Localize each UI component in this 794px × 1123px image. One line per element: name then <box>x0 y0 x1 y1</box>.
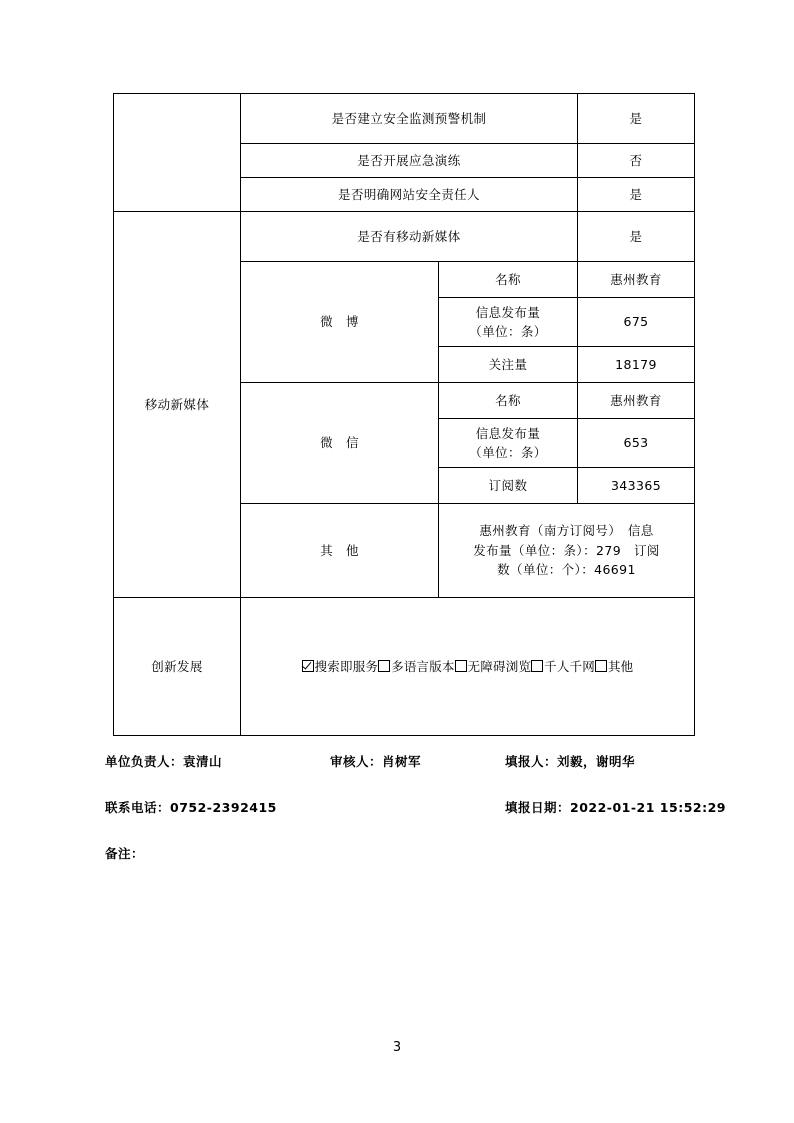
checkbox-item-other[interactable] <box>595 657 633 677</box>
checkbox-icon[interactable] <box>378 660 390 672</box>
innovation-options-cell <box>241 598 695 736</box>
remark-field: 备注： <box>105 846 145 861</box>
checkbox-label: 多语言版本 <box>391 659 455 675</box>
other-detail-cell <box>439 504 695 598</box>
weixin-name-cell: 微 信 <box>241 383 439 504</box>
checkbox-label: 无障碍浏览 <box>467 659 532 675</box>
weibo-name-cell: 微 博 <box>241 262 439 383</box>
checkbox-icon[interactable] <box>531 660 543 672</box>
weixin-value-1: 653 <box>578 419 695 468</box>
checkbox-icon[interactable] <box>455 660 467 672</box>
media-category-cell: 移动新媒体 <box>114 212 241 598</box>
checkbox-icon[interactable] <box>595 660 607 672</box>
security-label-0: 是否建立安全监测预警机制 <box>241 94 578 144</box>
checkbox-item-accessibility[interactable] <box>455 657 532 677</box>
other-text-line1: 惠州教育（南方订阅号） 信息 <box>479 523 654 539</box>
page-number: 3 <box>392 1040 402 1055</box>
innovation-category-cell: 创新发展 <box>114 598 241 736</box>
annual-report-table <box>113 93 695 736</box>
weixin-label-2: 订阅数 <box>439 468 578 504</box>
innovation-checkbox-group <box>302 656 634 677</box>
reporter-field: 填报人：刘毅，谢明华 <box>505 754 636 769</box>
weixin-label-1-line2: （单位：条） <box>469 445 547 460</box>
weixin-value-2: 343365 <box>578 468 695 504</box>
checkbox-label: 千人千网 <box>544 659 595 675</box>
weibo-value-0: 惠州教育 <box>578 262 695 298</box>
has-media-label: 是否有移动新媒体 <box>241 212 578 262</box>
unit-head-field: 单位负责人：袁清山 <box>105 754 223 769</box>
security-label-2: 是否明确网站安全责任人 <box>241 178 578 212</box>
weixin-value-0: 惠州教育 <box>578 383 695 419</box>
footer-line-1 <box>0 752 794 798</box>
other-text-line2: 发布量（单位：条）：279 订阅 <box>473 542 660 558</box>
has-media-value: 是 <box>578 212 695 262</box>
checkbox-icon[interactable] <box>302 660 314 672</box>
checkbox-item-multilingual[interactable] <box>378 657 455 677</box>
weibo-label-2: 关注量 <box>439 347 578 383</box>
table-row <box>114 598 695 736</box>
report-date-field: 填报日期：2022-01-21 15:52:29 <box>505 800 726 815</box>
security-value-0: 是 <box>578 94 695 144</box>
security-value-1: 否 <box>578 144 695 178</box>
other-text-line3: 数（单位：个）：46691 <box>497 562 636 578</box>
checkbox-item-search-as-service[interactable] <box>302 657 379 677</box>
auditor-field: 审核人：肖树军 <box>330 754 422 769</box>
table-row <box>114 212 695 262</box>
weibo-label-1-line1: 信息发布量 <box>475 304 541 320</box>
weibo-label-0: 名称 <box>439 262 578 298</box>
security-label-1: 是否开展应急演练 <box>241 144 578 178</box>
weixin-label-1 <box>439 419 578 468</box>
weibo-label-1 <box>439 298 578 347</box>
weixin-label-1-line1: 信息发布量 <box>475 425 541 441</box>
weibo-value-2: 18179 <box>578 347 695 383</box>
footer-line-2 <box>0 798 794 844</box>
table-row <box>114 94 695 144</box>
footer-signature-block <box>0 752 794 890</box>
weibo-value-1: 675 <box>578 298 695 347</box>
footer-line-3 <box>0 844 794 890</box>
contact-phone-field: 联系电话：0752-2392415 <box>105 800 277 815</box>
weixin-label-0: 名称 <box>439 383 578 419</box>
checkbox-item-personalization[interactable] <box>531 657 595 677</box>
security-category-cell <box>114 94 241 212</box>
weibo-label-1-line2: （单位：条） <box>469 324 547 339</box>
security-value-2: 是 <box>578 178 695 212</box>
checkbox-label: 其他 <box>607 659 634 675</box>
other-name-cell: 其 他 <box>241 504 439 598</box>
checkbox-label: 搜索即服务 <box>314 659 379 675</box>
